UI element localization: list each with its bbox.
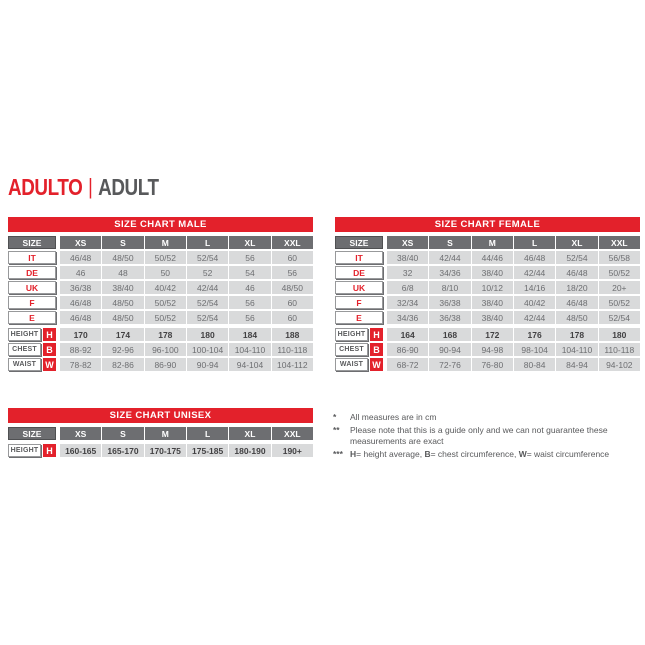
- size-corner-cell: SIZE: [8, 427, 56, 440]
- column-header-row: [335, 236, 640, 249]
- value-cell: 40/42: [145, 281, 186, 294]
- value-cell: 36/38: [429, 311, 470, 324]
- row-label-height: HEIGHT: [335, 328, 368, 341]
- row-cells: [387, 281, 640, 294]
- value-cell: 50/52: [145, 311, 186, 324]
- value-cell: 46/48: [60, 311, 101, 324]
- value-cell: 168: [429, 328, 470, 341]
- row-label-f: F: [8, 296, 56, 309]
- value-cell: 52/54: [599, 311, 640, 324]
- value-cell: 174: [102, 328, 143, 341]
- footnote-segment: H: [350, 449, 357, 459]
- table-row: [8, 444, 313, 457]
- value-cell: 52/54: [556, 251, 597, 264]
- footnote-text: [350, 449, 638, 460]
- measure-rows-block: [8, 328, 313, 371]
- value-cell: 94-102: [599, 358, 640, 371]
- row-label-col: [335, 266, 383, 279]
- value-cell: 54: [229, 266, 270, 279]
- badge-b: B: [43, 343, 56, 356]
- row-label-de: DE: [8, 266, 56, 279]
- value-cell: 48/50: [556, 311, 597, 324]
- value-cell: 50/52: [599, 266, 640, 279]
- value-cell: 46/48: [60, 251, 101, 264]
- column-header-xxl: XXL: [272, 427, 313, 440]
- table-row: [8, 358, 313, 371]
- value-cell: 56/58: [599, 251, 640, 264]
- table-title: SIZE CHART MALE: [8, 217, 313, 232]
- row-label-col: [8, 444, 56, 457]
- value-cell: 56: [229, 251, 270, 264]
- column-header-m: M: [145, 236, 186, 249]
- row-label-col: [335, 251, 383, 264]
- table-row: [335, 328, 640, 341]
- row-label-col: [8, 281, 56, 294]
- measure-rows-block: [8, 444, 313, 457]
- corner-label-col: [335, 236, 383, 249]
- row-label-uk: UK: [8, 281, 56, 294]
- value-cell: 104-110: [229, 343, 270, 356]
- table-row: [8, 311, 313, 324]
- badge-h: H: [43, 444, 56, 457]
- table-row: [8, 266, 313, 279]
- value-cell: 110-118: [272, 343, 313, 356]
- column-header-cells: [60, 236, 313, 249]
- footnote-text: [350, 425, 638, 447]
- value-cell: 32/34: [387, 296, 428, 309]
- value-cell: 170-175: [145, 444, 186, 457]
- footnote-segment: All measures are in cm: [350, 412, 437, 422]
- column-header-row: [8, 427, 313, 440]
- value-cell: 178: [556, 328, 597, 341]
- corner-label-col: [8, 236, 56, 249]
- row-label-uk: UK: [335, 281, 383, 294]
- column-header-l: L: [187, 236, 228, 249]
- value-cell: 42/44: [514, 266, 555, 279]
- value-cell: 72-76: [429, 358, 470, 371]
- row-label-col: [335, 311, 383, 324]
- value-cell: 46/48: [556, 296, 597, 309]
- row-label-waist: WAIST: [8, 358, 41, 371]
- footnote-text: [350, 412, 638, 423]
- value-cell: 52/54: [187, 296, 228, 309]
- footnote-marker: *: [333, 412, 337, 422]
- value-cell: 50/52: [145, 296, 186, 309]
- row-label-height: HEIGHT: [8, 444, 41, 457]
- row-label-e: E: [335, 311, 383, 324]
- column-header-xl: XL: [229, 236, 270, 249]
- value-cell: 48/50: [102, 311, 143, 324]
- value-cell: 178: [145, 328, 186, 341]
- value-cell: 56: [229, 296, 270, 309]
- value-cell: 56: [272, 266, 313, 279]
- footnotes: [333, 412, 638, 462]
- value-cell: 190+: [272, 444, 313, 457]
- value-cell: 60: [272, 251, 313, 264]
- table-row: [8, 281, 313, 294]
- size-chart-male-table: [8, 217, 313, 373]
- value-cell: 48/50: [102, 251, 143, 264]
- footnote: [333, 449, 638, 460]
- row-label-col: [8, 328, 56, 341]
- badge-h: H: [370, 328, 383, 341]
- value-cell: 48/50: [102, 296, 143, 309]
- size-chart-unisex-table: [8, 408, 313, 459]
- column-header-s: S: [102, 427, 143, 440]
- size-chart-female-table: [335, 217, 640, 373]
- value-cell: 104-112: [272, 358, 313, 371]
- row-label-col: [8, 311, 56, 324]
- table-title: SIZE CHART UNISEX: [8, 408, 313, 423]
- value-cell: 110-118: [599, 343, 640, 356]
- value-cell: 48: [102, 266, 143, 279]
- value-cell: 94-104: [229, 358, 270, 371]
- value-cell: 98-104: [514, 343, 555, 356]
- row-label-e: E: [8, 311, 56, 324]
- row-label-col: [335, 343, 383, 356]
- value-cell: 34/36: [429, 266, 470, 279]
- page-title-primary: ADULTO: [8, 173, 83, 200]
- value-cell: 104-110: [556, 343, 597, 356]
- measure-rows-block: [335, 328, 640, 371]
- row-cells: [60, 251, 313, 264]
- row-label-col: [8, 251, 56, 264]
- value-cell: 52/54: [187, 251, 228, 264]
- size-corner-cell: SIZE: [335, 236, 383, 249]
- column-header-l: L: [187, 427, 228, 440]
- row-label-de: DE: [335, 266, 383, 279]
- row-cells: [60, 296, 313, 309]
- table-row: [8, 328, 313, 341]
- value-cell: 42/44: [187, 281, 228, 294]
- column-header-xl: XL: [229, 427, 270, 440]
- value-cell: 160-165: [60, 444, 101, 457]
- value-cell: 94-98: [472, 343, 513, 356]
- badge-h: H: [43, 328, 56, 341]
- value-cell: 50/52: [599, 296, 640, 309]
- column-header-xxl: XXL: [599, 236, 640, 249]
- value-cell: 76-80: [472, 358, 513, 371]
- row-cells: [60, 444, 313, 457]
- row-label-chest: CHEST: [335, 343, 368, 356]
- column-header-s: S: [102, 236, 143, 249]
- row-cells: [387, 251, 640, 264]
- value-cell: 82-86: [102, 358, 143, 371]
- row-label-col: [335, 281, 383, 294]
- value-cell: 188: [272, 328, 313, 341]
- row-cells: [60, 328, 313, 341]
- value-cell: 68-72: [387, 358, 428, 371]
- value-cell: 165-170: [102, 444, 143, 457]
- row-cells: [60, 266, 313, 279]
- value-cell: 46/48: [556, 266, 597, 279]
- row-label-it: IT: [335, 251, 383, 264]
- value-cell: 84-94: [556, 358, 597, 371]
- table-row: [8, 343, 313, 356]
- value-cell: 52/54: [187, 311, 228, 324]
- value-cell: 34/36: [387, 311, 428, 324]
- value-cell: 50: [145, 266, 186, 279]
- page-title-separator: |: [88, 174, 93, 199]
- row-cells: [60, 281, 313, 294]
- value-cell: 100-104: [187, 343, 228, 356]
- footnote-segment: B: [424, 449, 431, 459]
- footnote-segment: Please note that this is a guide only and we can not guarantee these measurements are exact: [350, 425, 608, 446]
- column-header-m: M: [472, 236, 513, 249]
- value-cell: 52: [187, 266, 228, 279]
- value-cell: 18/20: [556, 281, 597, 294]
- footnote-marker: **: [333, 425, 340, 435]
- table-row: [335, 296, 640, 309]
- table-row: [335, 343, 640, 356]
- column-header-xs: XS: [387, 236, 428, 249]
- value-cell: 86-90: [387, 343, 428, 356]
- row-cells: [387, 343, 640, 356]
- table-row: [335, 266, 640, 279]
- corner-label-col: [8, 427, 56, 440]
- badge-w: W: [43, 358, 56, 371]
- column-header-xxl: XXL: [272, 236, 313, 249]
- value-cell: 46: [229, 281, 270, 294]
- row-label-height: HEIGHT: [8, 328, 41, 341]
- row-label-col: [335, 296, 383, 309]
- value-cell: 80-84: [514, 358, 555, 371]
- footnote-marker: ***: [333, 449, 343, 459]
- value-cell: 38/40: [472, 296, 513, 309]
- row-label-it: IT: [8, 251, 56, 264]
- row-cells: [60, 358, 313, 371]
- value-cell: 60: [272, 296, 313, 309]
- value-cell: 172: [472, 328, 513, 341]
- row-cells: [60, 311, 313, 324]
- value-cell: 96-100: [145, 343, 186, 356]
- row-label-f: F: [335, 296, 383, 309]
- footnote-segment: = height average,: [356, 449, 425, 459]
- table-row: [335, 358, 640, 371]
- value-cell: 176: [514, 328, 555, 341]
- value-cell: 42/44: [429, 251, 470, 264]
- value-cell: 48/50: [272, 281, 313, 294]
- value-cell: 90-94: [429, 343, 470, 356]
- value-cell: 44/46: [472, 251, 513, 264]
- table-row: [335, 281, 640, 294]
- row-label-col: [8, 358, 56, 371]
- row-cells: [387, 296, 640, 309]
- value-cell: 92-96: [102, 343, 143, 356]
- footnote: [333, 425, 638, 447]
- value-cell: 36/38: [429, 296, 470, 309]
- value-cell: 50/52: [145, 251, 186, 264]
- column-header-xs: XS: [60, 236, 101, 249]
- value-cell: 180: [599, 328, 640, 341]
- value-cell: 38/40: [472, 266, 513, 279]
- value-cell: 10/12: [472, 281, 513, 294]
- column-header-s: S: [429, 236, 470, 249]
- table-row: [8, 251, 313, 264]
- value-cell: 180-190: [229, 444, 270, 457]
- value-cell: 40/42: [514, 296, 555, 309]
- table-row: [335, 251, 640, 264]
- page-title-secondary: ADULT: [98, 173, 159, 200]
- column-header-cells: [60, 427, 313, 440]
- footnote-segment: = waist circumference: [526, 449, 610, 459]
- row-label-chest: CHEST: [8, 343, 41, 356]
- value-cell: 38/40: [387, 251, 428, 264]
- value-cell: 78-82: [60, 358, 101, 371]
- column-header-l: L: [514, 236, 555, 249]
- footnote-segment: = chest circumference,: [430, 449, 519, 459]
- value-cell: 86-90: [145, 358, 186, 371]
- value-cell: 38/40: [102, 281, 143, 294]
- value-cell: 170: [60, 328, 101, 341]
- value-cell: 88-92: [60, 343, 101, 356]
- table-row: [8, 296, 313, 309]
- value-cell: 46/48: [60, 296, 101, 309]
- value-cell: 180: [187, 328, 228, 341]
- badge-w: W: [370, 358, 383, 371]
- value-cell: 90-94: [187, 358, 228, 371]
- value-cell: 42/44: [514, 311, 555, 324]
- footnote: [333, 412, 638, 423]
- row-cells: [387, 266, 640, 279]
- column-header-xs: XS: [60, 427, 101, 440]
- row-label-col: [8, 343, 56, 356]
- value-cell: 20+: [599, 281, 640, 294]
- table-title: SIZE CHART FEMALE: [335, 217, 640, 232]
- value-cell: 46/48: [514, 251, 555, 264]
- column-header-row: [8, 236, 313, 249]
- row-cells: [60, 343, 313, 356]
- row-label-col: [8, 296, 56, 309]
- row-label-col: [335, 328, 383, 341]
- value-cell: 36/38: [60, 281, 101, 294]
- table-row: [335, 311, 640, 324]
- value-cell: 38/40: [472, 311, 513, 324]
- value-cell: 60: [272, 311, 313, 324]
- value-cell: 46: [60, 266, 101, 279]
- value-cell: 14/16: [514, 281, 555, 294]
- value-cell: 175-185: [187, 444, 228, 457]
- value-cell: 6/8: [387, 281, 428, 294]
- value-cell: 56: [229, 311, 270, 324]
- page-title: [8, 174, 159, 200]
- column-header-m: M: [145, 427, 186, 440]
- footnote-segment: W: [518, 449, 527, 459]
- value-cell: 8/10: [429, 281, 470, 294]
- size-corner-cell: SIZE: [8, 236, 56, 249]
- row-label-col: [335, 358, 383, 371]
- row-label-col: [8, 266, 56, 279]
- value-cell: 184: [229, 328, 270, 341]
- value-cell: 32: [387, 266, 428, 279]
- column-header-xl: XL: [556, 236, 597, 249]
- badge-b: B: [370, 343, 383, 356]
- row-label-waist: WAIST: [335, 358, 368, 371]
- row-cells: [387, 358, 640, 371]
- row-cells: [387, 311, 640, 324]
- row-cells: [387, 328, 640, 341]
- column-header-cells: [387, 236, 640, 249]
- value-cell: 164: [387, 328, 428, 341]
